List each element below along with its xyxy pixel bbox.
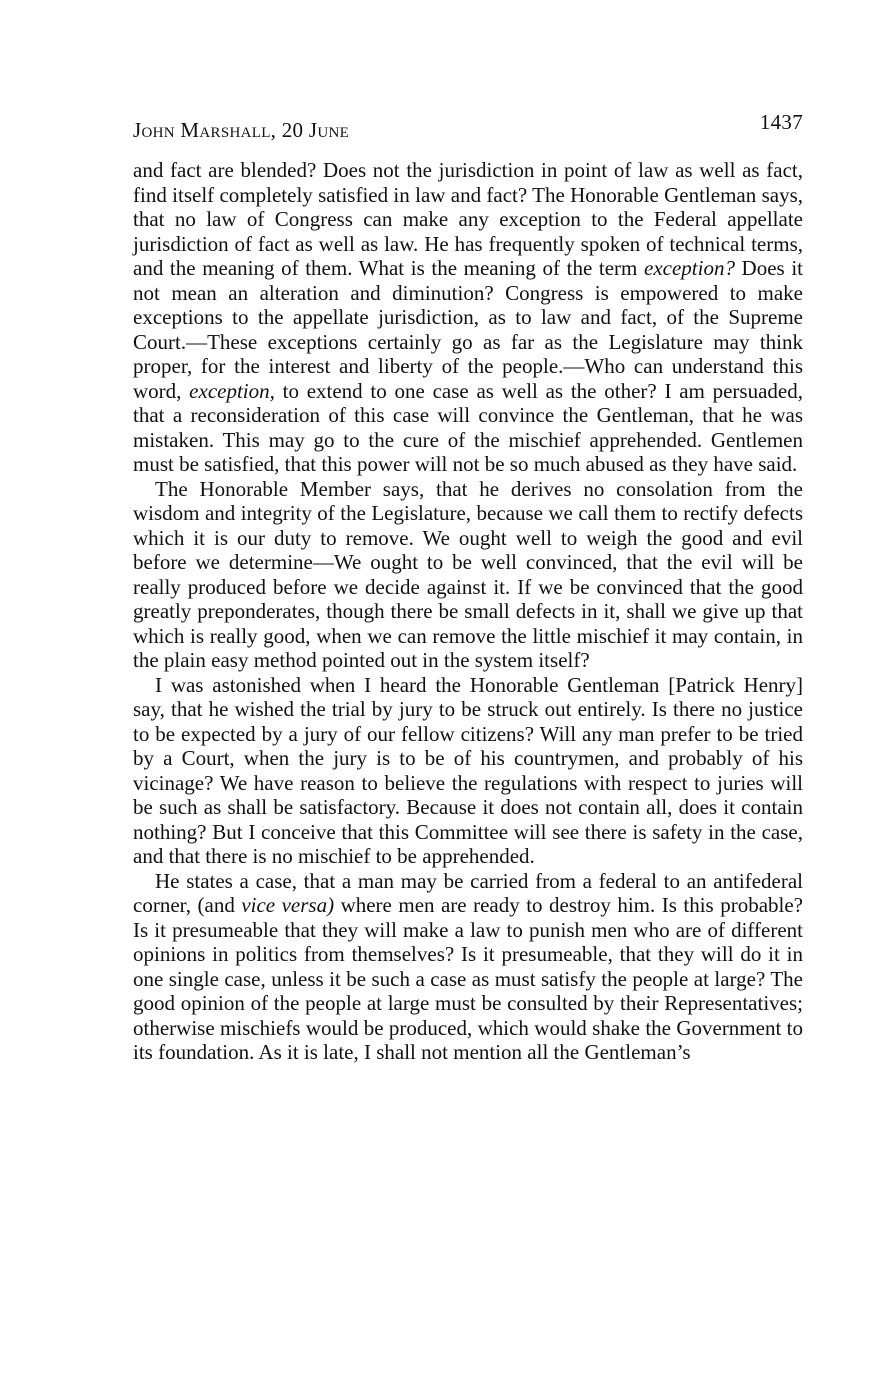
paragraph-1 (133, 158, 803, 477)
body-text (133, 158, 803, 1065)
paragraph-2 (133, 477, 803, 673)
paragraph-text: The Honorable Member says, that he derives no consolation from the wisdom and integrity of the Legislature, because we call them to rectify defects which it is our duty to remove. We ought well to weigh the good and evil before we determine—We ought to be well convinced, that the evil will be really produced before we decide against it. If we be convinced that the good greatly preponderates, though there be small defects in it, shall we give up that which is really good, when we can remove the little mischief it may contain, in the plain easy method pointed out in the system itself? (133, 476, 803, 672)
page-number: 1437 (759, 110, 803, 134)
paragraph-text: I was astonished when I heard the Honorable Gentleman [Patrick Henry] say, that he wished the trial by jury to be struck out entirely. Is there no justice to be expected by a jury of our fellow citizens? Will any man prefer to be tried by a Court, when the jury is to be of his countrymen, and probably of his vicinage? We have reason to believe the regulations with respect to juries will be such as shall be satisfactory. Because it does not contain all, does it contain nothing? But I conceive that this Committee will see there is safety in the case, and that there is no mischief to be apprehended. (133, 672, 803, 868)
paragraph-4 (133, 869, 803, 1065)
italic-term: exception, (189, 378, 275, 403)
paragraph-text: Does it not mean an alteration and diminution? Congress is empowered to make exceptions to the appellate jurisdiction, as to law and fact, of the Supreme Court.—These exceptions certainly go as far as the Legislature may think proper, for the interest and liberty of the people.—Who can understand this word, (133, 256, 803, 403)
paragraph-3 (133, 673, 803, 869)
paragraph-text: to extend to one case as well as the other? I am persuaded, that a reconsideration of this case will convince the Gentleman, that he was mistaken. This may go to the cure of the mischief apprehended. Gentlemen must be satisfied, that this power will not be so much abused as they have said. (133, 378, 803, 476)
running-head (133, 110, 803, 146)
running-head-title: John Marshall, 20 June (133, 118, 350, 142)
document-page (133, 110, 803, 1065)
paragraph-text: and fact are blended? Does not the jurisdiction in point of law as well as fact, find itself completely satisfied in law and fact? The Honorable Gentleman says, that no law of Congress can make any exception to the Federal appellate jurisdiction of fact as well as law. He has frequently spoken of technical terms, and the meaning of them. What is the meaning of the term (133, 158, 803, 280)
italic-term: exception? (644, 256, 735, 280)
italic-term: vice versa) (241, 893, 335, 917)
paragraph-text: He states a case, that a man may be carried from a federal to an antifederal corner, (and (133, 868, 803, 917)
paragraph-text: where men are ready to destroy him. Is this probable? Is it presumeable that they will make a law to punish men who are of different opinions in politics from themselves? Is it presumeable, that they will do it in one single case, unless it be such a case as must satisfy the people at large? The good opinion of the people at large must be consulted by their Representatives; otherwise mischiefs would be produced, which would shake the Government to its foundation. As it is late, I shall not mention all the Gentleman’s (133, 893, 803, 1064)
